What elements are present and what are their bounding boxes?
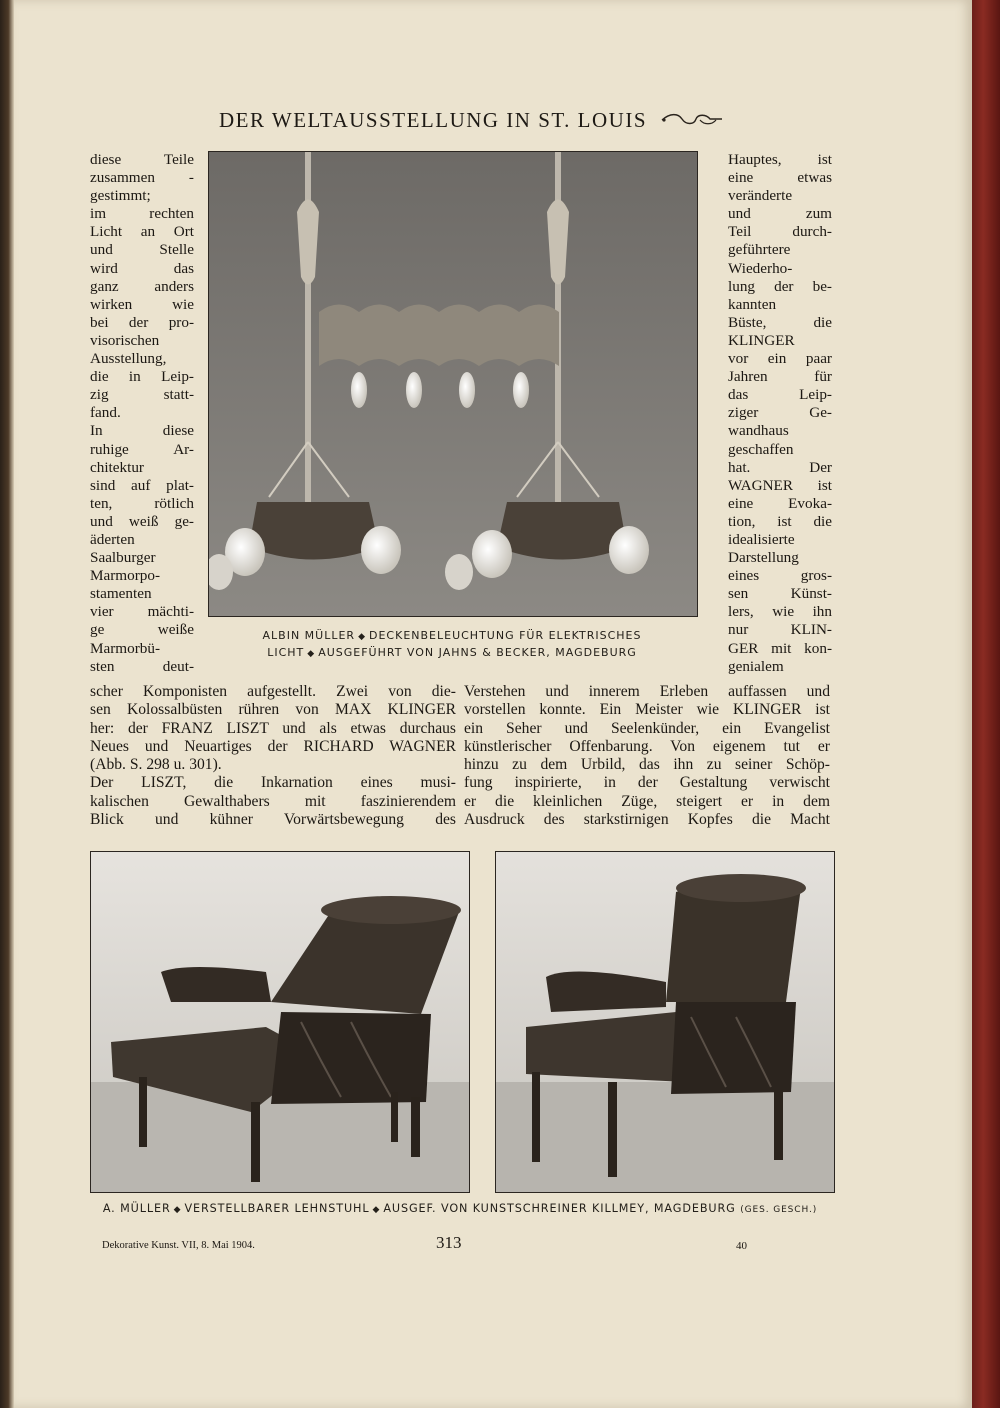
bullet-icon: ◆ bbox=[358, 632, 366, 642]
text-line: Marmorpo- bbox=[90, 567, 161, 585]
text-line: WAGNER ist bbox=[728, 476, 832, 494]
left-narrow-column bbox=[90, 151, 194, 676]
caption-lamp-title: DECKENBELEUCHTUNG FÜR ELEKTRISCHES bbox=[369, 629, 642, 642]
text-line: Blick und kühner Vorwärtsbewegung des bbox=[90, 811, 456, 829]
text-line: wird das bbox=[90, 259, 194, 277]
text-line: eine etwas bbox=[728, 169, 832, 187]
chair-photo-upright bbox=[495, 851, 835, 1193]
text-line: Teil durch- bbox=[728, 223, 832, 241]
chair-photo-reclined bbox=[90, 851, 470, 1193]
text-line: Marmorbü- bbox=[90, 639, 161, 657]
book-left-edge bbox=[0, 0, 14, 1408]
text-line: Verstehen und innerem Erleben auffassen und bbox=[464, 683, 830, 700]
text-line: Ausdruck des starkstirnigen Kopfes die Macht bbox=[464, 811, 830, 829]
text-line: GER mit kon- bbox=[728, 639, 832, 657]
text-line: (Abb. S. 298 u. 301). bbox=[90, 756, 222, 774]
body-text-right bbox=[464, 683, 830, 829]
text-line: das Leip- bbox=[728, 386, 832, 404]
text-line: stamenten bbox=[90, 585, 152, 603]
running-header bbox=[219, 108, 719, 135]
text-line: Der LISZT, die Inkarnation eines musi- bbox=[90, 774, 456, 792]
caption-chairs-title: VERSTELLBARER LEHNSTUHL bbox=[184, 1202, 370, 1215]
text-line: visorischen bbox=[90, 331, 160, 349]
text-line: sten deut- bbox=[90, 657, 194, 675]
text-line: kannten bbox=[728, 295, 777, 313]
text-line: zusammen - bbox=[90, 169, 194, 187]
text-line: ganz anders bbox=[90, 277, 194, 295]
text-line: im rechten bbox=[90, 205, 194, 223]
text-line: künstlerischer Offenbarung. Von eigenem tut er bbox=[464, 737, 830, 755]
text-line: zig statt- bbox=[90, 386, 194, 404]
text-line: vorstellen konnte. Ein Meister wie KLINGER ist bbox=[464, 701, 830, 719]
text-line: chitektur bbox=[90, 458, 144, 476]
caption-chairs-note: (GES. GESCH.) bbox=[740, 1205, 818, 1215]
text-line: ruhige Ar- bbox=[90, 440, 194, 458]
page bbox=[14, 0, 972, 1408]
text-line: lung der be- bbox=[728, 277, 832, 295]
page-number: 313 bbox=[436, 1233, 462, 1252]
text-line: Ausstellung, bbox=[90, 350, 167, 368]
ornament-icon bbox=[660, 110, 724, 135]
text-line: geführtere bbox=[728, 241, 791, 259]
lamp-caption bbox=[214, 628, 690, 662]
footer-journal: Dekorative Kunst. VII, 8. Mai 1904. bbox=[102, 1240, 255, 1251]
text-line: hinzu zu dem Urbild, das ihn zu seiner Schöp- bbox=[464, 756, 830, 774]
text-line: und weiß ge- bbox=[90, 512, 194, 530]
text-line: idealisierte bbox=[728, 530, 795, 548]
signature-mark: 40 bbox=[736, 1240, 747, 1252]
text-line: tion, ist die bbox=[728, 512, 832, 530]
text-line: geschaffen bbox=[728, 440, 794, 458]
text-line: Licht an Ort bbox=[90, 223, 194, 241]
text-line: die in Leip- bbox=[90, 368, 194, 386]
bullet-icon: ◆ bbox=[307, 649, 316, 659]
text-line: sen Künst- bbox=[728, 585, 832, 603]
text-line: scher Komponisten aufgestellt. Zwei von die- bbox=[90, 683, 456, 700]
text-line: wirken wie bbox=[90, 295, 194, 313]
text-line: Neues und Neuartiges der RICHARD WAGNER bbox=[90, 737, 456, 755]
text-line: ein Seher und Seelenkünder, ein Evangelist bbox=[464, 719, 830, 737]
text-line: sen Kolossalbüsten rühren von MAX KLINGER bbox=[90, 701, 456, 719]
bullet-icon: ◆ bbox=[173, 1205, 182, 1215]
text-line: Büste, die bbox=[728, 313, 832, 331]
text-line: nur KLIN- bbox=[728, 621, 832, 639]
text-line: wandhaus bbox=[728, 422, 789, 440]
text-line: lers, wie ihn bbox=[728, 603, 832, 621]
text-line: gestimmt; bbox=[90, 187, 151, 205]
text-line: ge weiße bbox=[90, 621, 194, 639]
text-line: er die kleinlichen Züge, steigert er in dem bbox=[464, 792, 830, 810]
text-line: In diese bbox=[90, 422, 194, 440]
text-line: her: der FRANZ LISZT und als etwas durchaus bbox=[90, 719, 456, 737]
caption-lamp-author: ALBIN MÜLLER bbox=[262, 629, 356, 642]
text-line: hat. Der bbox=[728, 458, 832, 476]
text-line: bei der pro- bbox=[90, 313, 194, 331]
caption-lamp-title-cont: LICHT bbox=[267, 646, 305, 659]
text-line: fung inspirierte, in der Gestaltung verwischt bbox=[464, 774, 830, 792]
text-line: fand. bbox=[90, 404, 121, 422]
bullet-icon: ◆ bbox=[372, 1205, 381, 1215]
body-text-left bbox=[90, 683, 456, 829]
text-line: Wiederho- bbox=[728, 259, 793, 277]
text-line: sind auf plat- bbox=[90, 476, 194, 494]
text-line: vier mächti- bbox=[90, 603, 194, 621]
book-spine-edge bbox=[972, 0, 1000, 1408]
text-line: Hauptes, ist bbox=[728, 151, 832, 168]
text-line: ziger Ge- bbox=[728, 404, 832, 422]
text-line: genialem bbox=[728, 657, 784, 675]
caption-lamp-maker: AUSGEFÜHRT VON JAHNS & BECKER, MAGDEBURG bbox=[318, 646, 637, 659]
caption-chairs-author: A. MÜLLER bbox=[102, 1202, 171, 1215]
text-line: veränderte bbox=[728, 187, 793, 205]
text-line: eine Evoka- bbox=[728, 494, 832, 512]
chairs-caption bbox=[90, 1201, 830, 1218]
text-line: Saalburger bbox=[90, 549, 156, 567]
text-line: eines gros- bbox=[728, 567, 832, 585]
header-title: DER WELTAUSSTELLUNG IN ST. LOUIS bbox=[219, 108, 647, 132]
right-narrow-column bbox=[728, 151, 832, 676]
text-line: diese Teile bbox=[90, 151, 194, 168]
text-line: vor ein paar bbox=[728, 350, 832, 368]
text-line: KLINGER bbox=[728, 331, 795, 349]
text-line: ten, rötlich bbox=[90, 494, 194, 512]
caption-chairs-maker: AUSGEF. VON KUNSTSCHREINER KILLMEY, MAGDEBURG bbox=[383, 1202, 736, 1215]
text-line: kalischen Gewalthabers mit faszinierendem bbox=[90, 792, 456, 810]
text-line: äderten bbox=[90, 530, 135, 548]
text-line: Darstellung bbox=[728, 549, 799, 567]
text-line: und zum bbox=[728, 205, 832, 223]
text-line: Jahren für bbox=[728, 368, 832, 386]
text-line: und Stelle bbox=[90, 241, 194, 259]
chandelier-photo bbox=[208, 151, 698, 617]
